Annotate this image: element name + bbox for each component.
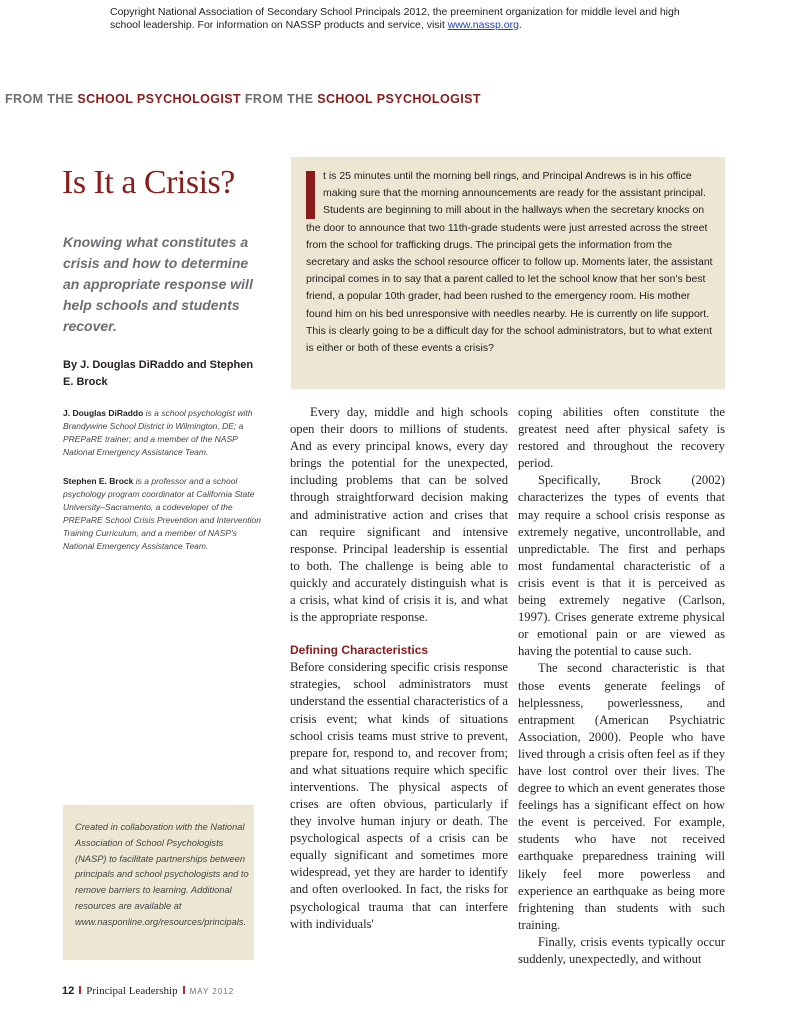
section-header	[5, 92, 481, 106]
copyright-tail: .	[518, 19, 522, 31]
copyright-text: Copyright National Association of Secondary School Principals 2012, the preeminent organization for middle level and high school leadership. For information on NASSP products and service, visit	[110, 6, 680, 31]
copyright-notice	[110, 6, 710, 32]
body-paragraph: Every day, middle and high schools open their doors to millions of students. And as every principal knows, every day brings the potential for the unexpected, including problems that can be solved through straightforward decision making and administrative action and crises that can require significant and intensive response. Principal leadership is essential to both. The challenge is being able to quickly and accurately distinguish what is a crisis, what kind of crisis it is, and what is the appropriate response.	[290, 405, 508, 625]
section-head-part4: SCHOOL PSYCHOLOGIST	[317, 92, 481, 106]
drop-cap-i	[306, 171, 315, 219]
author-bio-2	[63, 475, 263, 553]
article-title: Is It a Crisis?	[62, 164, 235, 201]
nassp-link[interactable]: www.nassp.org	[447, 19, 519, 31]
body-paragraph: Before considering specific crisis response strategies, school administrators must understand the essential characteristics of a crisis event; what kinds of situations school crisis teams must strive to prevent, prepare for, respond to, and recover from; and what situations require which specific interventions. The physical aspects of crises are often obvious, particularly if they involve human injury or death. The psychological aspects of a crisis can be equally significant and sometimes more widespread, yet they are harder to identify and often overlooked. In fact, the risks for psychological trauma that can interfere with individuals'	[290, 660, 508, 931]
issue-month: MAY 2012	[189, 987, 235, 996]
author-bio-name: Stephen E. Brock	[63, 476, 134, 486]
body-paragraph: Specifically, Brock (2002) characterizes the types of events that may require a school crisis response as extremely negative, uncontrollable, and unpredictable. The first and perhaps most fundamental characteristic of a crisis event is that it is perceived as being extremely negative (Carlson, 1997). Crises generate extreme physical or emotional pain or are viewed as having the potential to cause such.	[518, 473, 725, 659]
section-head-part3: FROM THE	[241, 92, 318, 106]
body-paragraph: The second characteristic is that those events generate feelings of helplessness, powerlessness, and entrapment (American Psychiatric Association, 2000). People who have lived through a crisis often feel as if they have lost control over their lives. The degree to which an event generates those feelings has a significant effect on how the event is perceived. For example, students who have not received earthquake preparedness training will likely feel more powerless and experience an earthquake as being more frightening than students with such training.	[518, 661, 725, 932]
author-bio-text: is a professor and a school psychology program coordinator at California State University–Sacramento, a codeveloper of the PREPaRE School Crisis Prevention and Intervention Training Curriculum, and a member of NASP's National Emergency Assistance Team.	[63, 476, 261, 551]
author-bio-name: J. Douglas DiRaddo	[63, 408, 144, 418]
page-number: 12	[62, 985, 75, 997]
author-bio-1	[63, 407, 263, 459]
article-deck: Knowing what constitutes a crisis and how to determine an appropriate response will help schools and students recover.	[63, 234, 253, 334]
body-paragraph: coping abilities often constitute the greatest need after physical safety is restored and throughout the recovery period.	[518, 405, 725, 471]
body-column-1	[290, 404, 508, 933]
body-paragraph: Finally, crisis events typically occur suddenly, unexpectedly, and without	[518, 934, 725, 966]
byline: By J. Douglas DiRaddo and Stephen E. Brock	[63, 359, 254, 388]
body-column-2	[518, 404, 725, 968]
publication-name: Principal Leadership	[86, 985, 178, 997]
nasp-promo-text: Created in collaboration with the National Association of School Psychologists (NASP) to facilitate partnerships between principals and school psychologists and to remove barriers to learning. Additional resources are available at www.nasponline.org/resources/principals.	[75, 822, 249, 927]
scenario-text	[306, 168, 716, 357]
subhead-defining-characteristics: Defining Characteristics	[290, 643, 429, 658]
author-bio-text: is a school psychologist with Brandywine School District in Wilmington, DE; a PREPaRE trainer; and a member of the NASP National Emergency Assistance Team.	[63, 408, 253, 457]
section-head-part1: FROM THE	[5, 92, 78, 106]
scenario-body: t is 25 minutes until the morning bell rings, and Principal Andrews is in his office making sure that the morning announcements are ready for the assistant principal. Students are beginning to mill about in the hallways when the secretary knocks on the door to announce that two 11th-grade students were just arrested across the street from the school for trafficking drugs. The principal gets the information from the secretary and asks the school resource officer to follow up. Moments later, the assistant principal comes in to say that a parent called to let the school know that her son's best friend, a popular 10th grader, had been rushed to the emergency room. His mother found him on his bed unresponsive with needles nearby. He is currently on life support. This is clearly going to be a difficult day for the school administrators, but to what extent is either or both of these events a crisis?	[306, 170, 713, 355]
page-footer	[62, 985, 234, 997]
section-head-part2: SCHOOL PSYCHOLOGIST	[77, 92, 241, 106]
footer-divider	[79, 986, 81, 994]
footer-divider	[183, 986, 185, 994]
